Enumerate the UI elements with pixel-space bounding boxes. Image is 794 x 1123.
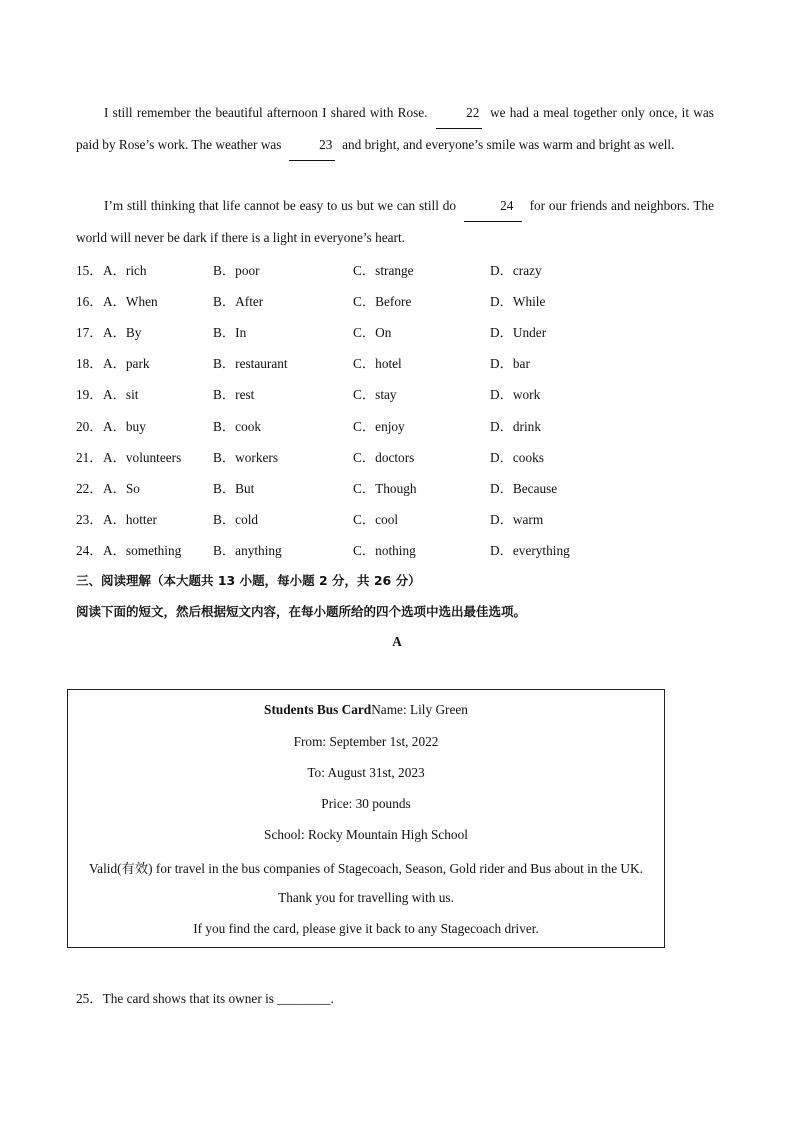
option-b: B．rest xyxy=(213,387,255,402)
card-thanks: Thank you for travelling with us. xyxy=(278,890,454,905)
option-c: C．Before xyxy=(353,294,412,309)
card-school: School: Rocky Mountain High School xyxy=(264,827,468,842)
passage-text: and bright, and everyone’s smile was warm and bright as well. xyxy=(342,137,675,152)
passage-text: we had a meal together only once, it was paid by Rose’s work. The weather was xyxy=(76,105,714,152)
question-number: 20． xyxy=(76,419,103,434)
option-c: C．strange xyxy=(353,263,414,278)
option-c: C．stay xyxy=(353,387,397,402)
passage-paragraph-2 xyxy=(76,190,714,253)
card-to: To: August 31st, 2023 xyxy=(307,765,425,780)
option-c: C．nothing xyxy=(353,543,416,558)
question-number: 16． xyxy=(76,294,103,309)
option-b: B．cook xyxy=(213,419,262,434)
question-number: 17． xyxy=(76,325,103,340)
question-number: 18． xyxy=(76,356,103,371)
card-lost-notice: If you find the card, please give it back to any Stagecoach driver. xyxy=(193,921,539,936)
question-number: 22． xyxy=(76,481,103,496)
card-title-line xyxy=(68,702,664,718)
option-a: A．hotter xyxy=(103,512,157,527)
option-d: D．drink xyxy=(490,419,541,434)
option-d: D．everything xyxy=(490,543,570,558)
option-d: D．work xyxy=(490,387,541,402)
option-a: A．rich xyxy=(103,263,147,278)
option-b: B．restaurant xyxy=(213,356,288,371)
passage-paragraph-1 xyxy=(76,97,714,161)
option-c: C．doctors xyxy=(353,450,415,465)
option-a: A．So xyxy=(103,481,140,496)
option-d: D．bar xyxy=(490,356,530,371)
passage-text: I still remember the beautiful afternoon I shared with Rose. xyxy=(104,105,428,120)
option-b: B．anything xyxy=(213,543,282,558)
option-a: A．something xyxy=(103,543,182,558)
option-a: A．When xyxy=(103,294,158,309)
card-title: Students Bus Card xyxy=(264,702,372,717)
option-d: D．cooks xyxy=(490,450,544,465)
option-a: A．buy xyxy=(103,419,146,434)
part-label: A xyxy=(392,634,402,649)
option-a: A．park xyxy=(103,356,150,371)
card-name: Name: Lily Green xyxy=(371,702,468,717)
option-c: C．On xyxy=(353,325,392,340)
card-valid: Valid(有效) for travel in the bus companies of Stagecoach, Season, Gold rider and Bus about in the UK. xyxy=(89,861,643,876)
section-heading: 三、阅读理解（本大题共 13 小题，每小题 2 分，共 26 分） xyxy=(76,573,421,588)
option-d: D．While xyxy=(490,294,546,309)
option-d: D．Under xyxy=(490,325,547,340)
question-number: 24． xyxy=(76,543,103,558)
section-instruction: 阅读下面的短文，然后根据短文内容，在每小题所给的四个选项中选出最佳选项。 xyxy=(76,604,527,619)
question-number: 23． xyxy=(76,512,103,527)
card-price: Price: 30 pounds xyxy=(321,796,411,811)
blank-22: 22 xyxy=(436,97,482,129)
option-b: B．cold xyxy=(213,512,259,527)
card-from: From: September 1st, 2022 xyxy=(293,734,439,749)
option-c: C．hotel xyxy=(353,356,402,371)
passage-text: for our friends and neighbors. The world will never be dark if there is a light in everyone’s heart. xyxy=(76,198,714,245)
option-c: C．cool xyxy=(353,512,399,527)
blank-24: 24 xyxy=(464,190,522,222)
question-number: 15． xyxy=(76,263,103,278)
option-b: B．After xyxy=(213,294,264,309)
question-number: 19． xyxy=(76,387,103,402)
option-a: A．sit xyxy=(103,387,139,402)
option-c: C．Though xyxy=(353,481,417,496)
question-number: 21． xyxy=(76,450,103,465)
option-c: C．enjoy xyxy=(353,419,405,434)
option-b: B．workers xyxy=(213,450,278,465)
option-b: B．In xyxy=(213,325,247,340)
option-a: A．volunteers xyxy=(103,450,182,465)
option-a: A．By xyxy=(103,325,142,340)
passage-text: I’m still thinking that life cannot be easy to us but we can still do xyxy=(104,198,456,213)
option-d: D．warm xyxy=(490,512,544,527)
option-b: B．But xyxy=(213,481,255,496)
option-b: B．poor xyxy=(213,263,260,278)
option-d: D．Because xyxy=(490,481,558,496)
option-d: D．crazy xyxy=(490,263,542,278)
question-25: 25．The card shows that its owner is ________. xyxy=(76,991,334,1006)
blank-23: 23 xyxy=(289,129,335,161)
bus-card xyxy=(67,689,665,948)
